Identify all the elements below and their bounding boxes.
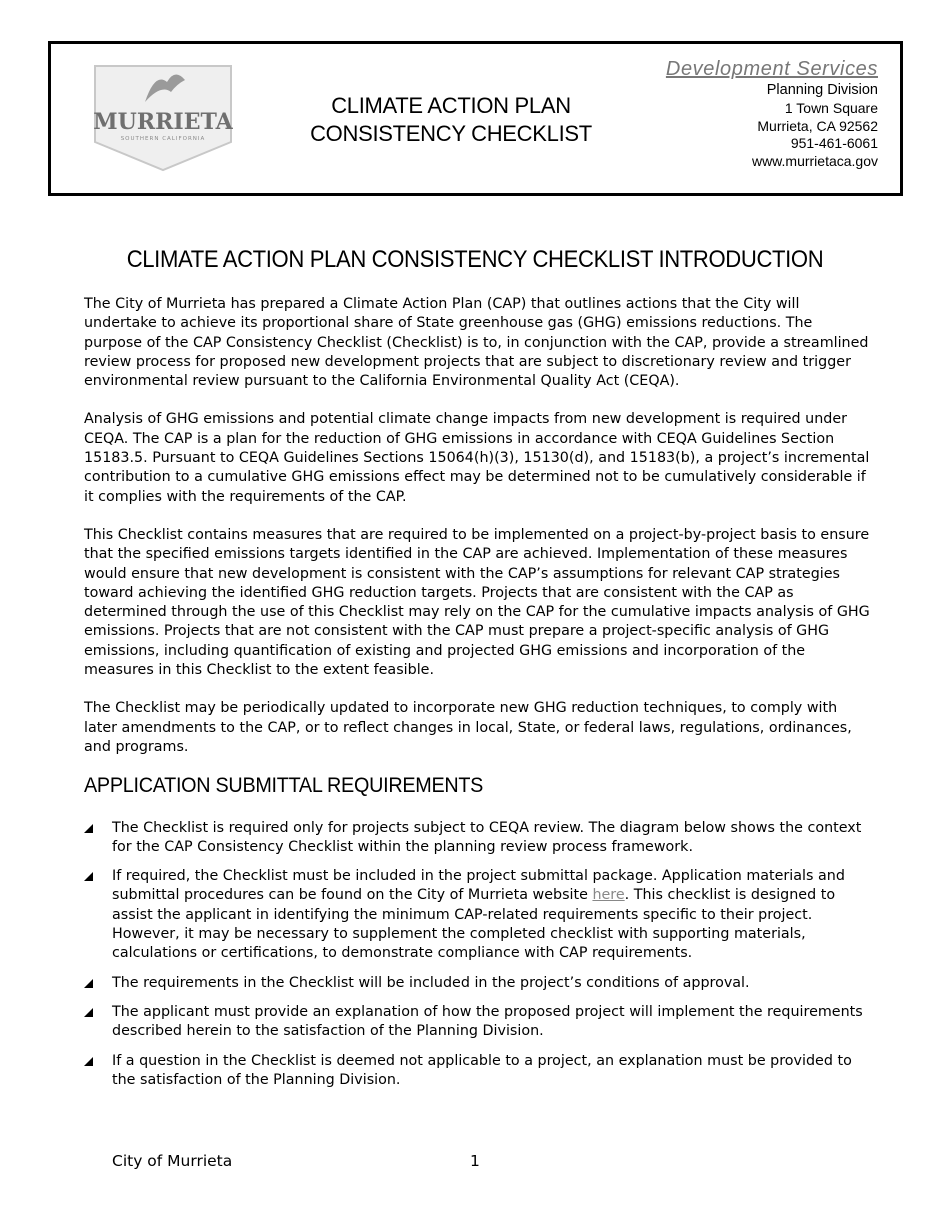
intro-paragraph-3: This Checklist contains measures that are required to be implemented on a project-by-project basis to ensure that the specified emissions targets identified in the CAP are achieved. Implementation of these measures would ensure that new development is consistent with the CAP’s assumptions for relevant CAP strategies toward achieving the identified GHG reduction targets. Projects that are consistent with the CAP as determined through the use of this Checklist may rely on the CAP for the cumulative impacts analysis of GHG emissions. Projects that are not consistent with the CAP must prepare a project-specific analysis of GHG emissions, including quantification of existing and projected GHG emissions and incorporation of the measures in this Checklist to the extent feasible. (84, 526, 870, 679)
list-item (84, 1052, 874, 1091)
triangle-bullet-icon (84, 872, 93, 881)
document-body (84, 295, 874, 1100)
triangle-bullet-icon (84, 824, 93, 833)
list-item (84, 819, 874, 858)
website-address: www.murrietaca.gov (751, 152, 878, 169)
header-title-line2: CONSISTENCY CHECKLIST (310, 121, 592, 146)
intro-paragraph-1: The City of Murrieta has prepared a Climate Action Plan (CAP) that outlines actions that the City will undertake to achieve its proportional share of State greenhouse gas (GHG) emissions reductions. The purpose of the CAP Consistency Checklist (Checklist) is to, in conjunction with the CAP, provide a streamlined review process for proposed new development projects that are subject to discretionary review and trigger environmental review pursuant to the California Environmental Quality Act (CEQA). (84, 296, 869, 390)
triangle-bullet-icon (84, 1008, 93, 1017)
document-header (48, 41, 903, 196)
requirement-text: The requirements in the Checklist will be included in the project’s conditions of approval. (112, 974, 750, 991)
city-logo (93, 64, 233, 172)
website-here-link[interactable]: here (592, 887, 625, 904)
intro-title: CLIMATE ACTION PLAN CONSISTENCY CHECKLIST INTRODUCTION (126, 246, 824, 273)
intro-paragraph-2: Analysis of GHG emissions and potential climate change impacts from new development is required under CEQA. The CAP is a plan for the reduction of GHG emissions in accordance with CEQA Guidelines Section 15183.5. Pursuant to CEQA Guidelines Sections 15064(h)(3), 15130(d), and 15183(b), a project’s incremental contribution to a cumulative GHG emissions effect may be determined not to be cumulatively considerable if it complies with the requirements of the CAP. (84, 411, 870, 505)
department-name: Development Services (665, 58, 878, 80)
requirement-text-after-link: . This checklist is designed to assist the applicant in identifying the minimum CAP-related requirements specific to their project. However, it may be necessary to supplement the completed checklist with supporting materials, calculations or certifications, to demonstrate compliance with CAP requirements. (112, 887, 836, 962)
requirement-text: The applicant must provide an explanation of how the proposed project will implement the requirements described herein to the satisfaction of the Planning Division. (112, 1003, 863, 1040)
list-item (84, 1003, 874, 1042)
triangle-bullet-icon (84, 1057, 93, 1066)
svg-text:SOUTHERN CALIFORNIA: SOUTHERN CALIFORNIA (120, 136, 206, 142)
svg-text:MURRIETA: MURRIETA (93, 109, 233, 135)
contact-block (666, 57, 878, 170)
requirement-text: The Checklist is required only for projects subject to CEQA review. The diagram below shows the context for the CAP Consistency Checklist within the planning review process framework. (112, 819, 862, 855)
division-name: Planning Division (766, 82, 878, 98)
page-number: 1 (470, 1152, 480, 1170)
list-item (84, 867, 874, 963)
requirements-title: APPLICATION SUBMITTAL REQUIREMENTS (84, 773, 484, 798)
requirement-text-before-link: If required, the Checklist must be included in the project submittal package. Application materials and submittal procedures can be found on the City of Murrieta website (112, 868, 845, 904)
address-line1: 1 Town Square (784, 100, 878, 116)
header-title-line1: CLIMATE ACTION PLAN (331, 93, 571, 118)
phone-number: 951-461-6061 (790, 135, 878, 151)
address-line2: Murrieta, CA 92562 (757, 117, 878, 134)
footer-city: City of Murrieta (112, 1152, 233, 1170)
header-title (276, 92, 626, 148)
list-item (84, 974, 874, 993)
triangle-bullet-icon (84, 979, 93, 988)
intro-paragraph-4: The Checklist may be periodically updated to incorporate new GHG reduction techniques, to comply with later amendments to the CAP, or to reflect changes in local, State, or federal laws, regulations, ordinances, and programs. (84, 700, 852, 755)
requirements-list (84, 819, 874, 1091)
requirement-text: If a question in the Checklist is deemed not applicable to a project, an explanation must be provided to the satisfaction of the Planning Division. (112, 1052, 852, 1088)
